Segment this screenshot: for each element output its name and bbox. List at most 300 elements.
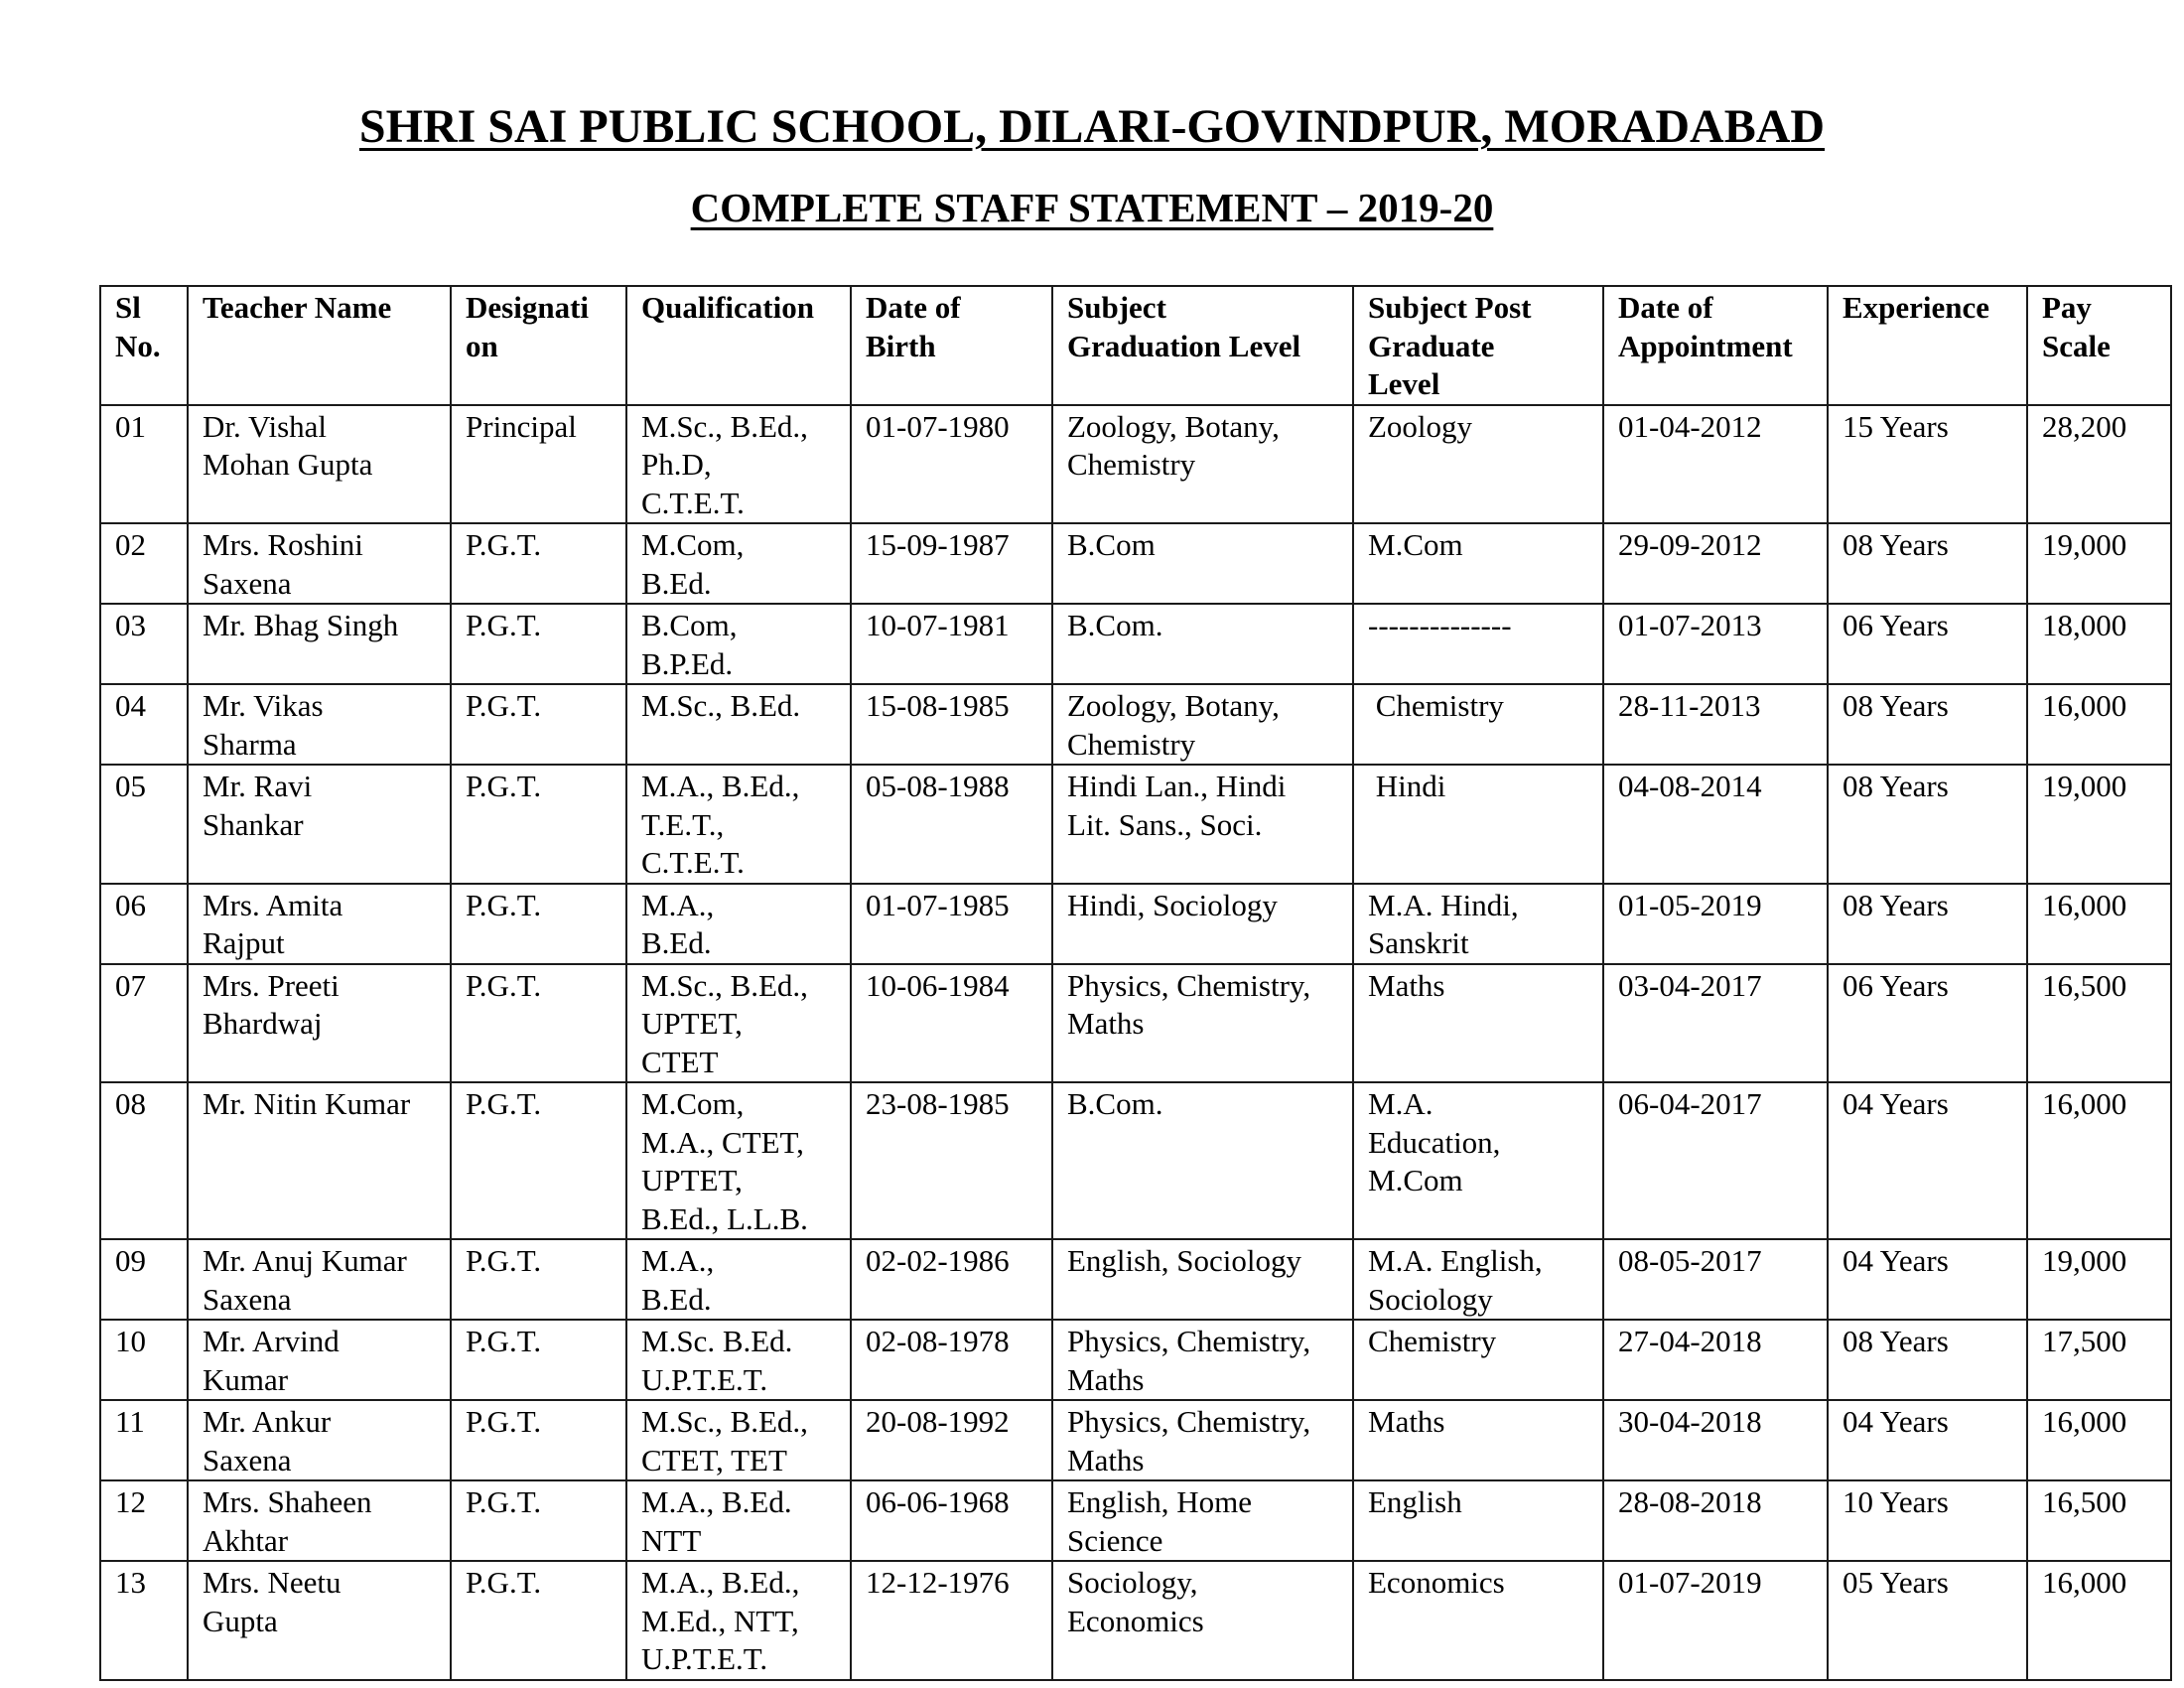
cell-text: 08 Years <box>1843 1324 1949 1358</box>
cell-text: P.G.T. <box>466 1565 542 1600</box>
cell-text: Lit. Sans., Soci. <box>1067 806 1263 842</box>
cell-text: 18,000 <box>2042 608 2127 642</box>
column-header-sl-no <box>100 286 188 405</box>
cell-subject-post-graduate <box>1353 884 1603 964</box>
cell-sl-no <box>100 964 188 1083</box>
cell-text: B.Ed. <box>641 1281 712 1317</box>
cell-text: M.Sc. B.Ed. <box>641 1324 793 1358</box>
cell-text: P.G.T. <box>466 1484 542 1519</box>
cell-pay-scale <box>2027 1561 2171 1680</box>
cell-text: 05 Years <box>1843 1565 1949 1600</box>
cell-qualification <box>626 1082 851 1239</box>
cell-sl-no <box>100 604 188 684</box>
cell-text: 06 <box>115 887 146 922</box>
cell-text: UPTET, <box>641 1163 743 1197</box>
cell-sl-no <box>100 523 188 604</box>
cell-subject-graduation <box>1052 1561 1353 1680</box>
column-header-text: Subject Post <box>1368 290 1532 325</box>
table-row <box>100 884 2171 964</box>
cell-date-of-birth <box>851 1239 1052 1320</box>
cell-experience <box>1828 765 2027 884</box>
cell-sl-no <box>100 1082 188 1239</box>
cell-text: 10-06-1984 <box>866 967 1010 1003</box>
cell-subject-post-graduate <box>1353 1480 1603 1561</box>
column-header-experience <box>1828 286 2027 405</box>
cell-text: CTET <box>641 1044 719 1079</box>
cell-text: 04 Years <box>1843 1086 1949 1121</box>
cell-date-of-appointment <box>1603 1400 1828 1480</box>
cell-text: Maths <box>1067 1361 1145 1397</box>
cell-text: M.Com, <box>641 1086 745 1121</box>
cell-experience <box>1828 405 2027 524</box>
cell-text: Economics <box>1368 1565 1505 1600</box>
table-row <box>100 1480 2171 1561</box>
cell-text: 08-05-2017 <box>1618 1243 1762 1278</box>
cell-text: 16,000 <box>2042 688 2127 723</box>
cell-subject-post-graduate <box>1353 1561 1603 1680</box>
cell-teacher-name <box>188 1239 451 1320</box>
column-header-text: Sl <box>115 290 141 325</box>
cell-text: T.E.T., <box>641 806 725 842</box>
cell-text: M.A. <box>1368 1086 1433 1121</box>
cell-text: Mrs. Neetu <box>203 1565 341 1600</box>
cell-qualification <box>626 523 851 604</box>
cell-text: Dr. Vishal <box>203 408 328 444</box>
column-header-text: Experience <box>1843 290 1990 325</box>
cell-text: Ph.D, <box>641 447 712 482</box>
column-header-text: Teacher Name <box>203 290 392 325</box>
cell-text: 01-07-2019 <box>1618 1565 1762 1600</box>
cell-date-of-appointment <box>1603 884 1828 964</box>
column-header-subject-post-graduate <box>1353 286 1603 405</box>
cell-text: 01 <box>115 408 146 444</box>
cell-text: 16,000 <box>2042 1086 2127 1121</box>
cell-qualification <box>626 684 851 765</box>
cell-text: M.Sc., B.Ed. <box>641 688 801 723</box>
cell-subject-graduation <box>1052 964 1353 1083</box>
cell-text: 04 Years <box>1843 1404 1949 1439</box>
cell-date-of-appointment <box>1603 1561 1828 1680</box>
cell-text: 06-06-1968 <box>866 1484 1010 1519</box>
cell-sl-no <box>100 1400 188 1480</box>
cell-text: 01-04-2012 <box>1618 408 1762 444</box>
cell-text: 03 <box>115 608 146 642</box>
cell-text: P.G.T. <box>466 1243 542 1278</box>
cell-text: 03-04-2017 <box>1618 967 1762 1003</box>
cell-subject-graduation <box>1052 1400 1353 1480</box>
cell-text: Maths <box>1368 967 1445 1003</box>
cell-date-of-birth <box>851 604 1052 684</box>
cell-text: P.G.T. <box>466 769 542 803</box>
cell-qualification <box>626 1480 851 1561</box>
cell-text: Sociology, <box>1067 1565 1198 1600</box>
cell-text: Economics <box>1067 1603 1204 1638</box>
cell-text: Akhtar <box>203 1522 289 1558</box>
cell-text: 12-12-1976 <box>866 1565 1010 1600</box>
column-header-text: No. <box>115 328 161 363</box>
cell-text: U.P.T.E.T. <box>641 1361 768 1397</box>
cell-date-of-appointment <box>1603 1320 1828 1400</box>
column-header-subject-graduation <box>1052 286 1353 405</box>
cell-text: Mr. Vikas <box>203 688 324 723</box>
cell-text: P.G.T. <box>466 688 542 723</box>
cell-qualification <box>626 964 851 1083</box>
cell-date-of-birth <box>851 405 1052 524</box>
cell-text: Shankar <box>203 806 304 842</box>
cell-qualification <box>626 765 851 884</box>
cell-subject-graduation <box>1052 884 1353 964</box>
cell-date-of-birth <box>851 523 1052 604</box>
cell-designation <box>451 964 626 1083</box>
cell-pay-scale <box>2027 884 2171 964</box>
cell-text: Maths <box>1067 1442 1145 1477</box>
cell-text: M.Com <box>1368 1163 1463 1197</box>
cell-sl-no <box>100 765 188 884</box>
cell-text: 13 <box>115 1565 146 1600</box>
cell-pay-scale <box>2027 1320 2171 1400</box>
cell-text: Hindi, Sociology <box>1067 887 1278 922</box>
table-row <box>100 1400 2171 1480</box>
cell-text: Sociology <box>1368 1281 1493 1317</box>
cell-text: Mrs. Roshini <box>203 527 363 562</box>
cell-text: 19,000 <box>2042 1243 2127 1278</box>
cell-text: U.P.T.E.T. <box>641 1641 768 1676</box>
cell-experience <box>1828 684 2027 765</box>
cell-sl-no <box>100 1320 188 1400</box>
cell-text: 11 <box>115 1404 145 1439</box>
cell-subject-graduation <box>1052 1239 1353 1320</box>
cell-designation <box>451 1239 626 1320</box>
cell-text: Saxena <box>203 565 292 601</box>
cell-text: 08 Years <box>1843 769 1949 803</box>
column-header-date-of-birth <box>851 286 1052 405</box>
column-header-text: Graduate <box>1368 328 1495 363</box>
cell-text: M.A. English, <box>1368 1243 1543 1278</box>
column-header-text: Level <box>1368 366 1440 401</box>
cell-text: 10 <box>115 1324 146 1358</box>
cell-text: 28,200 <box>2042 408 2127 444</box>
cell-text: M.A., <box>641 1243 715 1278</box>
cell-text: Mrs. Shaheen <box>203 1484 372 1519</box>
cell-text: M.A., B.Ed. <box>641 1484 792 1519</box>
cell-text: B.Com, <box>641 608 738 642</box>
cell-text: Maths <box>1067 1006 1145 1041</box>
cell-text: M.A. Hindi, <box>1368 887 1519 922</box>
cell-text: 04 <box>115 688 146 723</box>
cell-text: 12 <box>115 1484 146 1519</box>
cell-designation <box>451 1082 626 1239</box>
cell-experience <box>1828 964 2027 1083</box>
cell-text: 27-04-2018 <box>1618 1324 1762 1358</box>
cell-text: Mr. Bhag Singh <box>203 608 399 642</box>
cell-text: Saxena <box>203 1281 292 1317</box>
cell-text: Chemistry <box>1368 688 1504 723</box>
cell-pay-scale <box>2027 1082 2171 1239</box>
cell-qualification <box>626 1239 851 1320</box>
cell-text: 05-08-1988 <box>866 769 1010 803</box>
cell-text: M.Sc., B.Ed., <box>641 967 808 1003</box>
cell-date-of-appointment <box>1603 684 1828 765</box>
column-header-text: Pay <box>2042 290 2092 325</box>
cell-text: Maths <box>1368 1404 1445 1439</box>
cell-subject-post-graduate <box>1353 964 1603 1083</box>
cell-text: Chemistry <box>1368 1324 1497 1358</box>
cell-text: M.Ed., NTT, <box>641 1603 799 1638</box>
column-header-text: on <box>466 328 498 363</box>
cell-date-of-appointment <box>1603 1082 1828 1239</box>
cell-text: 20-08-1992 <box>866 1404 1010 1439</box>
cell-date-of-birth <box>851 684 1052 765</box>
cell-text: 17,500 <box>2042 1324 2127 1358</box>
cell-date-of-appointment <box>1603 1239 1828 1320</box>
cell-subject-post-graduate <box>1353 1320 1603 1400</box>
cell-text: -------------- <box>1368 608 1512 642</box>
cell-subject-post-graduate <box>1353 1082 1603 1239</box>
cell-pay-scale <box>2027 1480 2171 1561</box>
cell-text: Education, <box>1368 1124 1501 1160</box>
table-row <box>100 684 2171 765</box>
cell-text: M.A., B.Ed., <box>641 1565 800 1600</box>
cell-teacher-name <box>188 1400 451 1480</box>
cell-text: B.Ed. <box>641 565 712 601</box>
cell-text: P.G.T. <box>466 967 542 1003</box>
cell-text: 04-08-2014 <box>1618 769 1762 803</box>
cell-sl-no <box>100 405 188 524</box>
cell-pay-scale <box>2027 1239 2171 1320</box>
column-header-text: Qualification <box>641 290 814 325</box>
cell-experience <box>1828 1320 2027 1400</box>
cell-pay-scale <box>2027 1400 2171 1480</box>
cell-text: 10 Years <box>1843 1484 1949 1519</box>
cell-text: 01-05-2019 <box>1618 887 1762 922</box>
cell-text: C.T.E.T. <box>641 485 745 520</box>
column-header-text: Date of <box>1618 290 1713 325</box>
cell-qualification <box>626 604 851 684</box>
cell-text: 15-08-1985 <box>866 688 1010 723</box>
cell-text: P.G.T. <box>466 527 542 562</box>
cell-text: Zoology, Botany, <box>1067 688 1280 723</box>
cell-sl-no <box>100 1480 188 1561</box>
column-header-text: Scale <box>2042 328 2111 363</box>
cell-teacher-name <box>188 405 451 524</box>
cell-text: Rajput <box>203 925 285 960</box>
cell-text: B.Com <box>1067 527 1156 562</box>
cell-subject-graduation <box>1052 765 1353 884</box>
cell-pay-scale <box>2027 765 2171 884</box>
cell-sl-no <box>100 884 188 964</box>
cell-text: Principal <box>466 408 577 444</box>
cell-text: 01-07-1980 <box>866 408 1010 444</box>
school-name-heading <box>0 99 2184 155</box>
column-header-text: Birth <box>866 328 936 363</box>
cell-designation <box>451 1400 626 1480</box>
cell-text: Mrs. Amita <box>203 887 343 922</box>
school-name: SHRI SAI PUBLIC SCHOOL, DILARI-GOVINDPUR, MORADABAD <box>358 100 1826 153</box>
cell-text: Mr. Ravi <box>203 769 313 803</box>
cell-text: Kumar <box>203 1361 289 1397</box>
cell-date-of-appointment <box>1603 604 1828 684</box>
cell-text: Mr. Anuj Kumar <box>203 1243 407 1278</box>
cell-teacher-name <box>188 684 451 765</box>
column-header-qualification <box>626 286 851 405</box>
cell-date-of-appointment <box>1603 405 1828 524</box>
table-row <box>100 405 2171 524</box>
cell-qualification <box>626 405 851 524</box>
column-header-designation <box>451 286 626 405</box>
cell-text: 06 Years <box>1843 608 1949 642</box>
cell-designation <box>451 684 626 765</box>
table-row <box>100 604 2171 684</box>
cell-experience <box>1828 1400 2027 1480</box>
cell-text: 19,000 <box>2042 769 2127 803</box>
cell-teacher-name <box>188 1082 451 1239</box>
cell-text: M.Sc., B.Ed., <box>641 1404 808 1439</box>
cell-text: Bhardwaj <box>203 1006 323 1041</box>
cell-text: English, Home <box>1067 1484 1252 1519</box>
cell-text: Zoology, Botany, <box>1067 408 1280 444</box>
cell-text: 04 Years <box>1843 1243 1949 1278</box>
cell-text: P.G.T. <box>466 887 542 922</box>
table-row <box>100 765 2171 884</box>
cell-text: Sharma <box>203 726 297 762</box>
cell-date-of-birth <box>851 1320 1052 1400</box>
cell-text: M.Com, <box>641 527 745 562</box>
cell-text: English <box>1368 1484 1462 1519</box>
cell-designation <box>451 765 626 884</box>
cell-text: Zoology <box>1368 408 1473 444</box>
cell-subject-post-graduate <box>1353 684 1603 765</box>
cell-date-of-birth <box>851 765 1052 884</box>
table-row <box>100 1239 2171 1320</box>
cell-subject-graduation <box>1052 1320 1353 1400</box>
cell-text: 01-07-2013 <box>1618 608 1762 642</box>
cell-text: 16,000 <box>2042 1404 2127 1439</box>
cell-pay-scale <box>2027 964 2171 1083</box>
cell-teacher-name <box>188 964 451 1083</box>
cell-date-of-appointment <box>1603 964 1828 1083</box>
table-row <box>100 1320 2171 1400</box>
column-header-date-of-appointment <box>1603 286 1828 405</box>
cell-text: 16,500 <box>2042 967 2127 1003</box>
column-header-text: Designati <box>466 290 589 325</box>
cell-text: 30-04-2018 <box>1618 1404 1762 1439</box>
cell-teacher-name <box>188 1480 451 1561</box>
staff-table <box>99 285 2172 1681</box>
column-header-teacher-name <box>188 286 451 405</box>
cell-text: Sanskrit <box>1368 925 1469 960</box>
table-body <box>100 405 2171 1680</box>
cell-text: B.Ed. <box>641 925 712 960</box>
cell-designation <box>451 1480 626 1561</box>
statement-title-heading <box>0 183 2184 232</box>
cell-text: M.A., CTET, <box>641 1124 804 1160</box>
cell-designation <box>451 604 626 684</box>
cell-subject-graduation <box>1052 1082 1353 1239</box>
cell-date-of-birth <box>851 1082 1052 1239</box>
cell-text: Hindi Lan., Hindi <box>1067 769 1287 803</box>
cell-text: Mr. Ankur <box>203 1404 332 1439</box>
cell-text: P.G.T. <box>466 1324 542 1358</box>
cell-date-of-appointment <box>1603 523 1828 604</box>
cell-designation <box>451 1320 626 1400</box>
cell-date-of-birth <box>851 884 1052 964</box>
cell-sl-no <box>100 1239 188 1320</box>
cell-experience <box>1828 884 2027 964</box>
cell-text: Physics, Chemistry, <box>1067 1324 1311 1358</box>
cell-text: 28-08-2018 <box>1618 1484 1762 1519</box>
cell-subject-graduation <box>1052 604 1353 684</box>
cell-teacher-name <box>188 1561 451 1680</box>
cell-subject-graduation <box>1052 684 1353 765</box>
cell-pay-scale <box>2027 405 2171 524</box>
cell-text: 06 Years <box>1843 967 1949 1003</box>
cell-text: 09 <box>115 1243 146 1278</box>
cell-date-of-appointment <box>1603 765 1828 884</box>
table-row <box>100 964 2171 1083</box>
cell-subject-graduation <box>1052 523 1353 604</box>
cell-text: 16,000 <box>2042 1565 2127 1600</box>
cell-subject-post-graduate <box>1353 405 1603 524</box>
cell-text: Science <box>1067 1522 1163 1558</box>
cell-experience <box>1828 1082 2027 1239</box>
cell-teacher-name <box>188 523 451 604</box>
cell-designation <box>451 884 626 964</box>
cell-date-of-birth <box>851 1480 1052 1561</box>
cell-text: M.Sc., B.Ed., <box>641 408 808 444</box>
cell-text: Mr. Arvind <box>203 1324 340 1358</box>
cell-sl-no <box>100 684 188 765</box>
cell-qualification <box>626 1561 851 1680</box>
cell-text: 08 <box>115 1086 146 1121</box>
cell-text: 02-02-1986 <box>866 1243 1010 1278</box>
cell-subject-post-graduate <box>1353 765 1603 884</box>
cell-date-of-birth <box>851 964 1052 1083</box>
cell-text: P.G.T. <box>466 608 542 642</box>
cell-date-of-birth <box>851 1400 1052 1480</box>
cell-text: Mrs. Preeti <box>203 967 340 1003</box>
column-header-pay-scale <box>2027 286 2171 405</box>
cell-teacher-name <box>188 1320 451 1400</box>
cell-experience <box>1828 1561 2027 1680</box>
cell-text: NTT <box>641 1522 702 1558</box>
cell-pay-scale <box>2027 523 2171 604</box>
cell-text: CTET, TET <box>641 1442 787 1477</box>
cell-text: C.T.E.T. <box>641 845 745 880</box>
cell-subject-graduation <box>1052 405 1353 524</box>
cell-qualification <box>626 1400 851 1480</box>
cell-text: 02 <box>115 527 146 562</box>
cell-text: UPTET, <box>641 1006 743 1041</box>
cell-designation <box>451 1561 626 1680</box>
column-header-text: Date of <box>866 290 961 325</box>
cell-text: 15-09-1987 <box>866 527 1010 562</box>
statement-title: COMPLETE STAFF STATEMENT – 2019-20 <box>690 185 1494 230</box>
cell-text: 16,000 <box>2042 887 2127 922</box>
cell-text: Mohan Gupta <box>203 447 373 482</box>
table-row <box>100 1561 2171 1680</box>
cell-text: 06-04-2017 <box>1618 1086 1762 1121</box>
cell-text: Physics, Chemistry, <box>1067 1404 1311 1439</box>
cell-subject-post-graduate <box>1353 523 1603 604</box>
cell-text: 07 <box>115 967 146 1003</box>
column-header-text: Appointment <box>1618 328 1793 363</box>
cell-text: M.A., B.Ed., <box>641 769 800 803</box>
cell-text: 02-08-1978 <box>866 1324 1010 1358</box>
cell-text: Chemistry <box>1067 447 1196 482</box>
cell-text: P.G.T. <box>466 1086 542 1121</box>
cell-subject-graduation <box>1052 1480 1353 1561</box>
cell-text: 10-07-1981 <box>866 608 1010 642</box>
